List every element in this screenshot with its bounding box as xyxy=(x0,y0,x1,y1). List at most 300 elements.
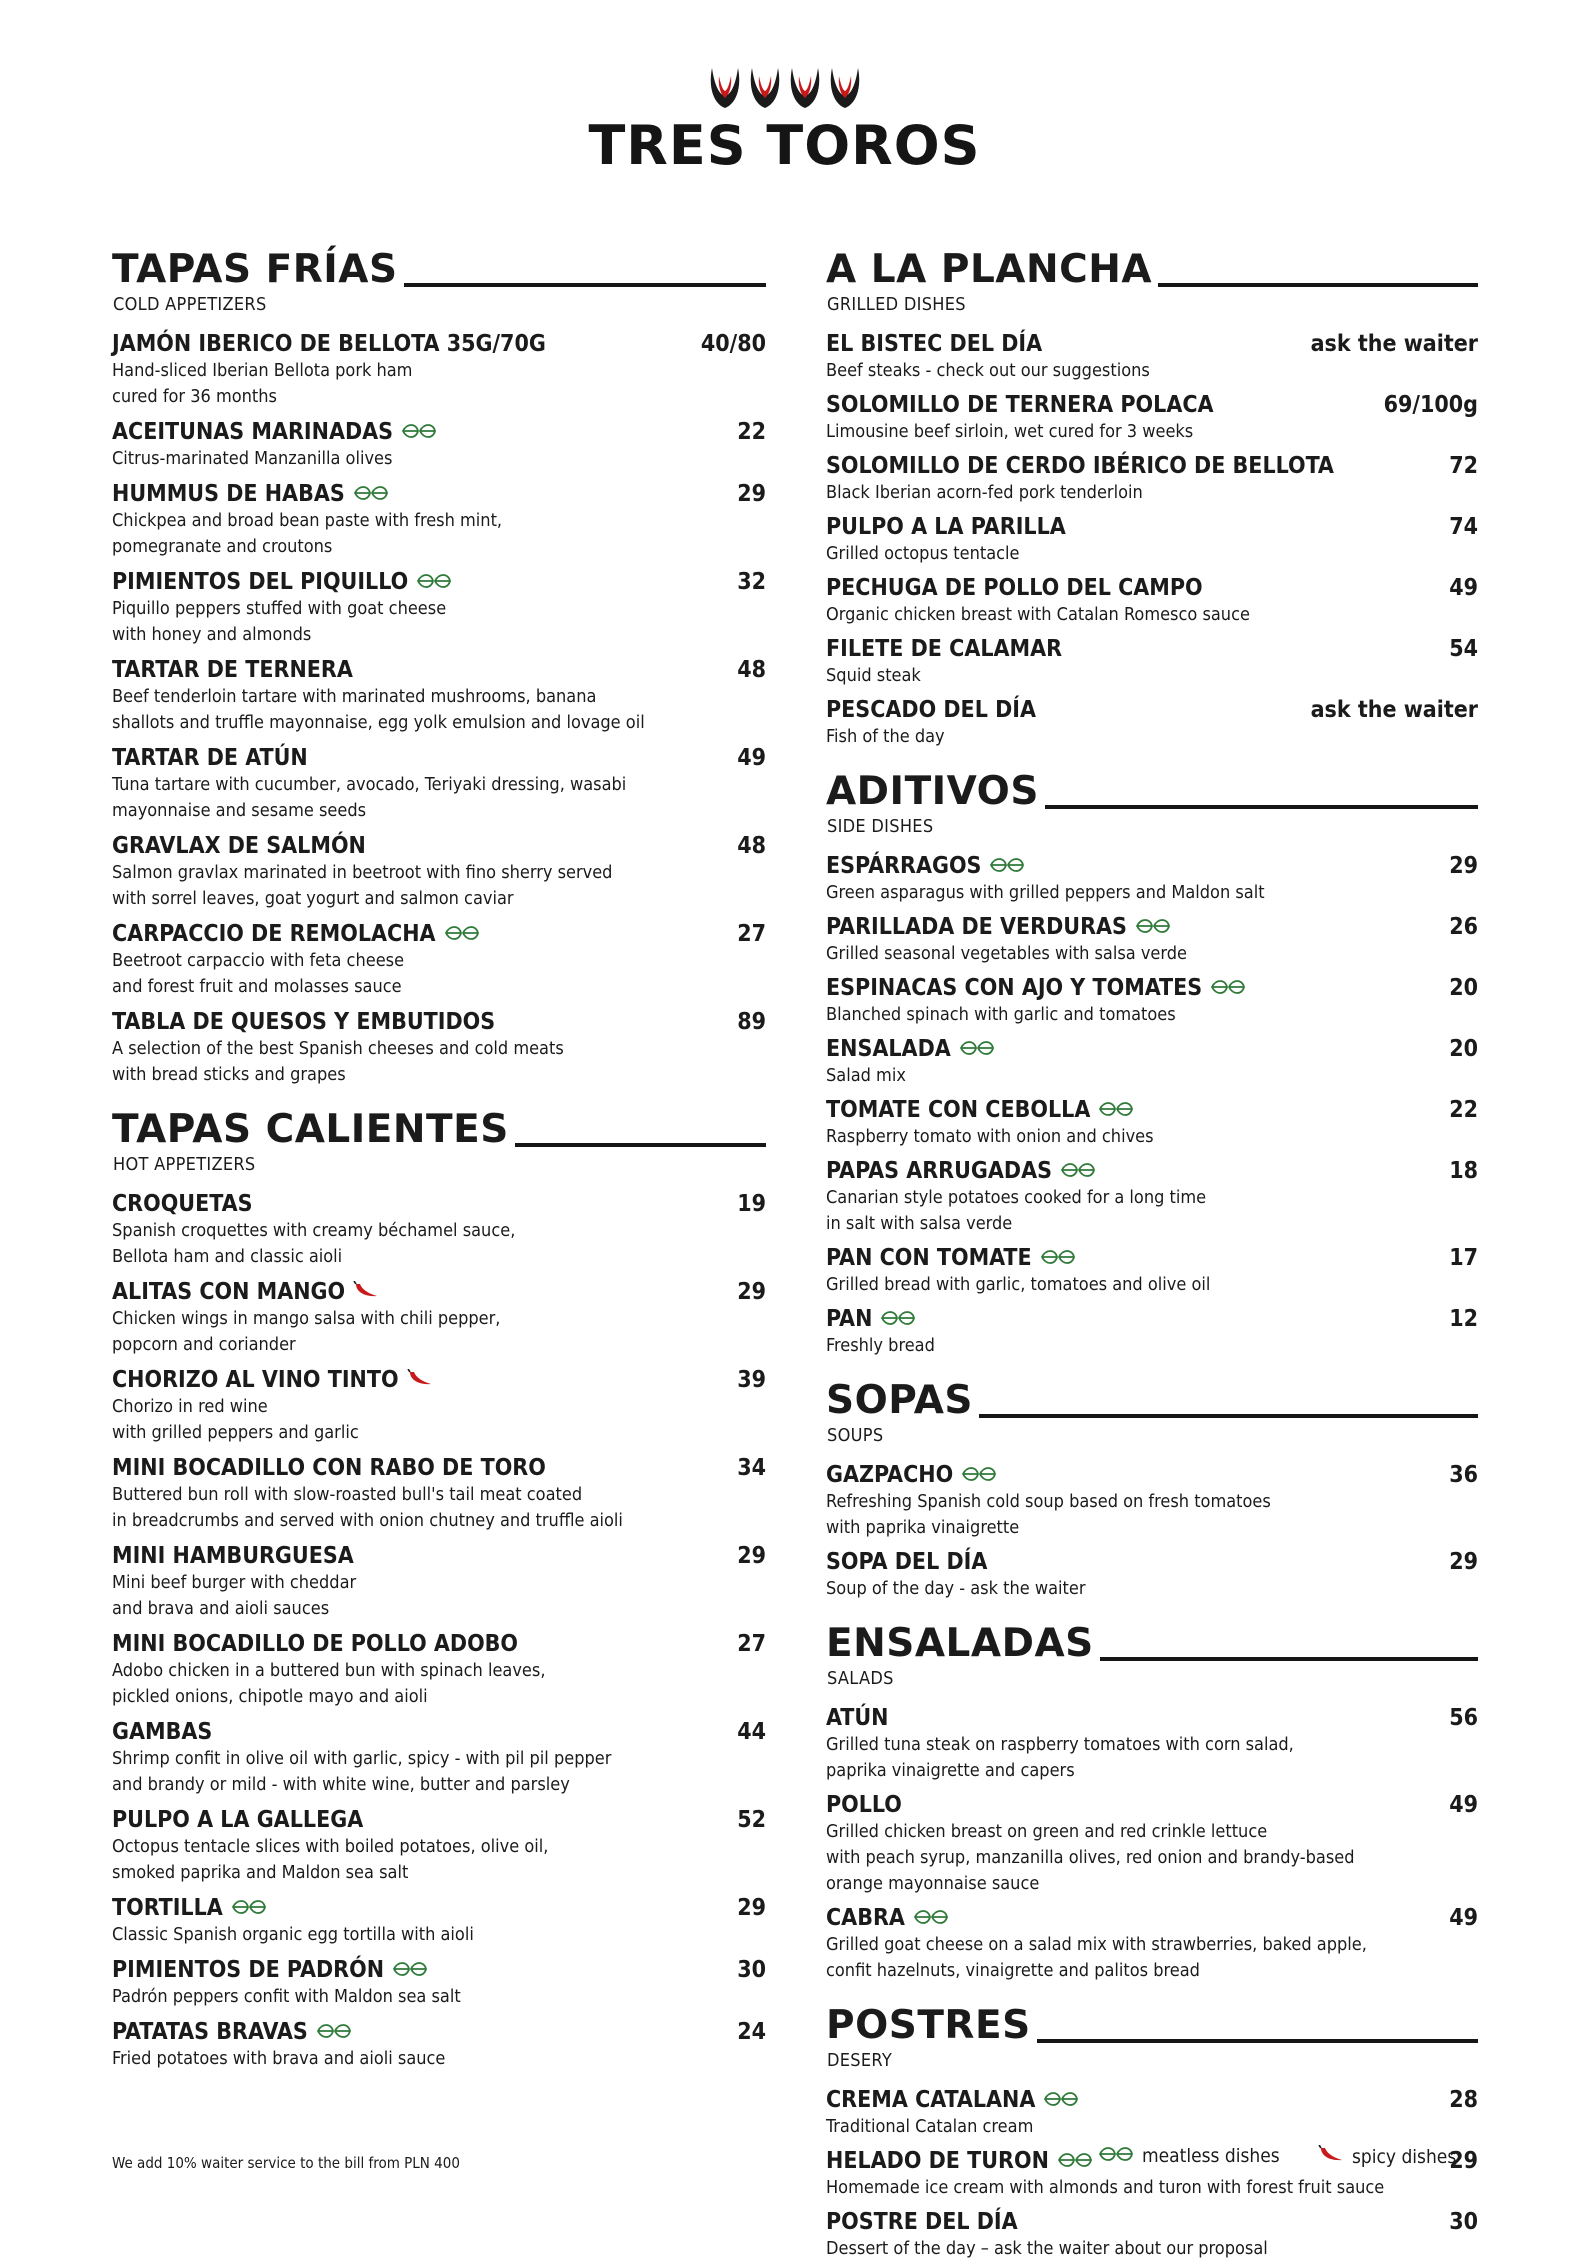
leaf-icon xyxy=(1210,974,1246,1002)
menu-item-list xyxy=(826,852,1478,1359)
leaf-icon xyxy=(1057,2147,1093,2175)
menu-item-description: Chorizo in red wine xyxy=(112,1396,268,1417)
section-title: ADITIVOS xyxy=(826,769,1039,814)
menu-item-name-text: POSTRE DEL DÍA xyxy=(826,2209,1018,2235)
menu-item-price: 48 xyxy=(737,657,766,683)
menu-item-name-text: ENSALADA xyxy=(826,1036,951,1062)
menu-item-price: 27 xyxy=(737,921,766,947)
menu-item-description: Black Iberian acorn-fed pork tenderloin xyxy=(826,482,1143,503)
menu-item-name-text: GRAVLAX DE SALMÓN xyxy=(112,833,366,859)
menu-item-list xyxy=(826,2086,1478,2262)
menu-item-description: Citrus-marinated Manzanilla olives xyxy=(112,448,393,469)
menu-item-price: 72 xyxy=(1449,453,1478,479)
leaf-icon xyxy=(989,852,1025,880)
section-subtitle: GRILLED DISHES xyxy=(827,294,966,315)
menu-item-name xyxy=(826,852,1025,880)
menu-item-name xyxy=(826,452,1334,480)
menu-item-description: in breadcrumbs and served with onion chutney and truffle aioli xyxy=(112,1510,623,1531)
menu-item-description: Fried potatoes with brava and aioli sauce xyxy=(112,2048,446,2069)
menu-item-price: 29 xyxy=(737,481,766,507)
menu-item-description: Hand-sliced Iberian Bellota pork ham xyxy=(112,360,413,381)
menu-item-description: Refreshing Spanish cold soup based on fresh tomatoes xyxy=(826,1491,1271,1512)
leaf-icon xyxy=(1135,913,1171,941)
menu-item-name-text: PULPO A LA GALLEGA xyxy=(112,1807,364,1833)
menu-item xyxy=(826,1035,1478,1089)
leaf-icon xyxy=(959,1035,995,1063)
menu-item xyxy=(826,1548,1478,1602)
menu-item-description: paprika vinaigrette and capers xyxy=(826,1760,1075,1781)
menu-item-price: 69/100g xyxy=(1383,392,1478,418)
menu-section xyxy=(826,766,1478,1359)
leaf-icon xyxy=(444,920,480,948)
menu-item-price: 20 xyxy=(1449,1036,1478,1062)
menu-item-price: 27 xyxy=(737,1631,766,1657)
leaf-icon xyxy=(316,2018,352,2046)
menu-item-name xyxy=(826,1791,902,1819)
menu-item-name-text: EL BISTEC DEL DÍA xyxy=(826,331,1043,357)
section-header xyxy=(112,1104,766,1152)
menu-item-price: 24 xyxy=(737,2019,766,2045)
menu-item-description: Padrón peppers confit with Maldon sea salt xyxy=(112,1986,461,2007)
menu-item-description: Buttered bun roll with slow-roasted bull's tail meat coated xyxy=(112,1484,583,1505)
menu-item-description: cured for 36 months xyxy=(112,386,277,407)
menu-item-description: Octopus tentacle slices with boiled potatoes, olive oil, xyxy=(112,1836,549,1857)
menu-item-name xyxy=(826,1244,1076,1272)
brand-name: TRES TOROS xyxy=(588,114,981,177)
menu-item-name-text: MINI HAMBURGUESA xyxy=(112,1543,354,1569)
menu-item-name-text: CABRA xyxy=(826,1905,905,1931)
leaf-icon xyxy=(1060,1157,1096,1185)
menu-item-description: Soup of the day - ask the waiter xyxy=(826,1578,1086,1599)
section-rule xyxy=(1158,283,1478,287)
menu-item-list xyxy=(826,330,1478,750)
menu-item xyxy=(112,330,766,410)
menu-item-price: 17 xyxy=(1449,1245,1478,1271)
section-header xyxy=(826,2000,1478,2048)
menu-item xyxy=(826,2208,1478,2262)
menu-item-name xyxy=(826,2147,1093,2175)
menu-item-description: Beef steaks - check out our suggestions xyxy=(826,360,1150,381)
leaf-icon xyxy=(961,1461,997,1489)
menu-item xyxy=(112,568,766,648)
section-header xyxy=(826,244,1478,292)
menu-item-description: Organic chicken breast with Catalan Romesco sauce xyxy=(826,604,1250,625)
menu-item-description: Grilled tuna steak on raspberry tomatoes with corn salad, xyxy=(826,1734,1294,1755)
section-rule xyxy=(1045,805,1478,809)
menu-section xyxy=(826,1618,1478,1984)
menu-item-price: 40/80 xyxy=(700,331,766,357)
menu-item-price: 20 xyxy=(1449,975,1478,1001)
menu-item-name-text: SOPA DEL DÍA xyxy=(826,1549,988,1575)
menu-item-name xyxy=(112,1278,379,1306)
menu-item-name xyxy=(112,1190,252,1218)
chili-pepper-icon xyxy=(353,1278,379,1306)
menu-item-name xyxy=(112,920,480,948)
menu-item-description: pomegranate and croutons xyxy=(112,536,333,557)
menu-item-description: Limousine beef sirloin, wet cured for 3 weeks xyxy=(826,421,1194,442)
menu-item-price: 32 xyxy=(737,569,766,595)
menu-item-name-text: PIMIENTOS DE PADRÓN xyxy=(112,1957,385,1983)
menu-item-name xyxy=(826,513,1066,541)
menu-item-description: with sorrel leaves, goat yogurt and salmon caviar xyxy=(112,888,514,909)
menu-item xyxy=(826,1461,1478,1541)
leaf-icon xyxy=(880,1305,916,1333)
menu-item xyxy=(112,480,766,560)
menu-item-price: ask the waiter xyxy=(1310,697,1478,723)
legend-spicy-label: spicy dishes xyxy=(1352,2145,1457,2168)
menu-item-name xyxy=(826,1461,997,1489)
menu-item-description: Salad mix xyxy=(826,1065,906,1086)
menu-item xyxy=(826,974,1478,1028)
menu-item xyxy=(826,635,1478,689)
menu-item-price: 22 xyxy=(737,419,766,445)
menu-item xyxy=(826,852,1478,906)
menu-item-description: Homemade ice cream with almonds and turon with forest fruit sauce xyxy=(826,2177,1385,2198)
menu-item xyxy=(112,1542,766,1622)
menu-item xyxy=(112,1190,766,1270)
menu-item-description: Salmon gravlax marinated in beetroot with fino sherry served xyxy=(112,862,613,883)
section-subtitle: SIDE DISHES xyxy=(827,816,934,837)
chili-pepper-icon xyxy=(407,1366,433,1394)
section-rule xyxy=(979,1414,1478,1418)
menu-item xyxy=(826,1904,1478,1984)
menu-item-price: 54 xyxy=(1449,636,1478,662)
menu-right-column xyxy=(826,244,1478,2262)
menu-section xyxy=(826,2000,1478,2262)
menu-item-price: 18 xyxy=(1449,1158,1478,1184)
legend-spicy xyxy=(1318,2145,1456,2168)
menu-item xyxy=(112,1894,766,1948)
brand-logo xyxy=(0,66,1569,176)
menu-item xyxy=(112,1718,766,1798)
menu-item-description: Grilled bread with garlic, tomatoes and olive oil xyxy=(826,1274,1211,1295)
menu-item-description: Squid steak xyxy=(826,665,921,686)
menu-item-price: 30 xyxy=(1449,2209,1478,2235)
bull-horns-logo-icon xyxy=(0,66,1569,114)
section-title: SOPAS xyxy=(826,1378,974,1423)
menu-item-name-text: ALITAS CON MANGO xyxy=(112,1279,346,1305)
section-header xyxy=(826,766,1478,814)
section-rule xyxy=(1037,2039,1478,2043)
menu-item-name-text: PAN CON TOMATE xyxy=(826,1245,1032,1271)
menu-left-column xyxy=(112,244,766,2072)
menu-item-description: with grilled peppers and garlic xyxy=(112,1422,359,1443)
menu-item xyxy=(826,913,1478,967)
menu-item-description: Spanish croquettes with creamy béchamel sauce, xyxy=(112,1220,516,1241)
menu-item-description: with bread sticks and grapes xyxy=(112,1064,346,1085)
menu-item xyxy=(826,1244,1478,1298)
service-charge-note: We add 10% waiter service to the bill from PLN 400 xyxy=(112,2154,460,2172)
menu-item-description: Freshly bread xyxy=(826,1335,935,1356)
menu-item-name-text: POLLO xyxy=(826,1792,902,1818)
menu-item-list xyxy=(112,1190,766,2072)
menu-item-description: Tuna tartare with cucumber, avocado, Teriyaki dressing, wasabi xyxy=(112,774,627,795)
menu-item-name xyxy=(826,2208,1018,2236)
menu-item-name-text: ESPINACAS CON AJO Y TOMATES xyxy=(826,975,1203,1001)
menu-item-description: Adobo chicken in a buttered bun with spinach leaves, xyxy=(112,1660,546,1681)
menu-item xyxy=(826,1791,1478,1897)
menu-item-description: Chicken wings in mango salsa with chili pepper, xyxy=(112,1308,501,1329)
section-subtitle: HOT APPETIZERS xyxy=(113,1154,256,1175)
menu-item-description: Traditional Catalan cream xyxy=(826,2116,1034,2137)
leaf-icon xyxy=(416,568,452,596)
menu-item xyxy=(112,1454,766,1534)
menu-item-description: Piquillo peppers stuffed with goat cheese xyxy=(112,598,447,619)
menu-item xyxy=(112,1806,766,1886)
menu-item-price: 52 xyxy=(737,1807,766,1833)
menu-item-name-text: TORTILLA xyxy=(112,1895,223,1921)
menu-item-name-text: PARILLADA DE VERDURAS xyxy=(826,914,1127,940)
menu-item-description: Mini beef burger with cheddar xyxy=(112,1572,357,1593)
menu-item-price: 28 xyxy=(1449,2087,1478,2113)
menu-item-name xyxy=(826,1035,995,1063)
menu-item-name xyxy=(826,1096,1134,1124)
menu-item-description: Beef tenderloin tartare with marinated mushrooms, banana xyxy=(112,686,597,707)
menu-item-name xyxy=(112,1008,495,1036)
menu-item-name xyxy=(112,1956,428,1984)
leaf-icon xyxy=(1043,2086,1079,2114)
leaf-icon xyxy=(392,1956,428,1984)
menu-item xyxy=(826,1704,1478,1784)
leaf-icon xyxy=(913,1904,949,1932)
menu-item-description: Green asparagus with grilled peppers and Maldon salt xyxy=(826,882,1265,903)
menu-item-name-text: CROQUETAS xyxy=(112,1191,253,1217)
menu-item-name xyxy=(826,2086,1079,2114)
menu-item-name-text: TABLA DE QUESOS Y EMBUTIDOS xyxy=(112,1009,496,1035)
menu-item xyxy=(826,574,1478,628)
section-header xyxy=(826,1618,1478,1666)
menu-item-name xyxy=(112,1894,267,1922)
chili-pepper-icon xyxy=(1318,2145,1344,2168)
menu-item-name-text: TARTAR DE TERNERA xyxy=(112,657,353,683)
section-rule xyxy=(515,1143,766,1147)
menu-item-name-text: PATATAS BRAVAS xyxy=(112,2019,308,2045)
menu-item-description: Grilled goat cheese on a salad mix with strawberries, baked apple, xyxy=(826,1934,1367,1955)
menu-item-price: 39 xyxy=(737,1367,766,1393)
menu-item-price: 44 xyxy=(737,1719,766,1745)
menu-item-name-text: PAN xyxy=(826,1306,873,1332)
menu-item xyxy=(826,330,1478,384)
menu-item-description: Raspberry tomato with onion and chives xyxy=(826,1126,1154,1147)
menu-item xyxy=(112,1008,766,1088)
menu-item xyxy=(112,418,766,472)
menu-item-description: Grilled chicken breast on green and red crinkle lettuce xyxy=(826,1821,1268,1842)
menu-item-name-text: MINI BOCADILLO CON RABO DE TORO xyxy=(112,1455,546,1481)
menu-section xyxy=(112,244,766,1088)
menu-item-price: 49 xyxy=(737,745,766,771)
menu-item-name-text: GAZPACHO xyxy=(826,1462,954,1488)
section-header xyxy=(826,1375,1478,1423)
menu-item-name xyxy=(112,480,389,508)
menu-item-description: Canarian style potatoes cooked for a long time xyxy=(826,1187,1207,1208)
section-title: POSTRES xyxy=(826,2003,1031,2048)
menu-item-list xyxy=(112,330,766,1088)
menu-item-price: 26 xyxy=(1449,914,1478,940)
menu-item-price: 49 xyxy=(1449,1792,1478,1818)
section-title: TAPAS CALIENTES xyxy=(112,1107,509,1152)
menu-item xyxy=(826,391,1478,445)
menu-item-name-text: SOLOMILLO DE CERDO IBÉRICO DE BELLOTA xyxy=(826,453,1334,479)
menu-item-name-text: HELADO DE TURON xyxy=(826,2148,1049,2174)
menu-item-price: 29 xyxy=(1449,1549,1478,1575)
menu-item-description: Classic Spanish organic egg tortilla with aioli xyxy=(112,1924,474,1945)
menu-item-name-text: TOMATE CON CEBOLLA xyxy=(826,1097,1091,1123)
menu-item-name xyxy=(112,1366,433,1394)
menu-item-list xyxy=(826,1704,1478,1984)
section-subtitle: SOUPS xyxy=(827,1425,884,1446)
menu-item xyxy=(826,1096,1478,1150)
menu-item xyxy=(826,513,1478,567)
menu-item-description: and brandy or mild - with white wine, butter and parsley xyxy=(112,1774,570,1795)
menu-item-name xyxy=(826,1305,916,1333)
menu-item xyxy=(112,744,766,824)
menu-item-name xyxy=(112,1630,518,1658)
menu-item-name-text: PESCADO DEL DÍA xyxy=(826,697,1036,723)
menu-item-price: 74 xyxy=(1449,514,1478,540)
menu-item-name-text: CREMA CATALANA xyxy=(826,2087,1036,2113)
menu-item-description: in salt with salsa verde xyxy=(826,1213,1013,1234)
menu-item-description: smoked paprika and Maldon sea salt xyxy=(112,1862,409,1883)
menu-item-price: 56 xyxy=(1449,1705,1478,1731)
menu-item-name-text: PULPO A LA PARILLA xyxy=(826,514,1066,540)
menu-item-price: ask the waiter xyxy=(1310,331,1478,357)
section-subtitle: COLD APPETIZERS xyxy=(113,294,267,315)
menu-item-description: Chickpea and broad bean paste with fresh mint, xyxy=(112,510,503,531)
menu-item-price: 22 xyxy=(1449,1097,1478,1123)
section-subtitle: SALADS xyxy=(827,1668,894,1689)
menu-section xyxy=(112,1104,766,2072)
section-rule xyxy=(1100,1657,1478,1661)
legend-meatless xyxy=(1098,2145,1280,2167)
menu-item-description: pickled onions, chipotle mayo and aioli xyxy=(112,1686,428,1707)
menu-item xyxy=(826,2086,1478,2140)
menu-item-name xyxy=(112,656,353,684)
menu-item-description: Grilled seasonal vegetables with salsa verde xyxy=(826,943,1187,964)
section-header xyxy=(112,244,766,292)
menu-item-description: Grilled octopus tentacle xyxy=(826,543,1020,564)
menu-item-name-text: JAMÓN IBERICO DE BELLOTA 35G/70G xyxy=(112,331,546,357)
menu-section xyxy=(826,244,1478,750)
menu-item-description: Bellota ham and classic aioli xyxy=(112,1246,343,1267)
menu-item xyxy=(112,1956,766,2010)
menu-item-price: 29 xyxy=(737,1895,766,1921)
menu-item-description: Fish of the day xyxy=(826,726,945,747)
menu-item-name-text: ATÚN xyxy=(826,1705,889,1731)
menu-item-price: 29 xyxy=(1449,2148,1478,2174)
menu-item xyxy=(112,1366,766,1446)
menu-item xyxy=(112,656,766,736)
menu-item-price: 48 xyxy=(737,833,766,859)
section-title: ENSALADAS xyxy=(826,1621,1094,1666)
menu-item-price: 29 xyxy=(737,1279,766,1305)
menu-item-description: Blanched spinach with garlic and tomatoes xyxy=(826,1004,1176,1025)
menu-item-name xyxy=(826,913,1171,941)
menu-item xyxy=(112,2018,766,2072)
menu-item-name-text: HUMMUS DE HABAS xyxy=(112,481,345,507)
menu-item xyxy=(112,1278,766,1358)
menu-item xyxy=(112,1630,766,1710)
menu-item-description: with paprika vinaigrette xyxy=(826,1517,1020,1538)
menu-item-name xyxy=(112,1542,354,1570)
menu-item-name xyxy=(826,1904,949,1932)
menu-item-price: 30 xyxy=(737,1957,766,1983)
menu-item-price: 36 xyxy=(1449,1462,1478,1488)
menu-item-name xyxy=(826,1157,1096,1185)
section-title: A LA PLANCHA xyxy=(826,247,1153,292)
menu-item-description: and brava and aioli sauces xyxy=(112,1598,330,1619)
menu-item-name xyxy=(826,330,1042,358)
menu-item-price: 29 xyxy=(737,1543,766,1569)
section-rule xyxy=(404,283,766,287)
menu-item-price: 34 xyxy=(737,1455,766,1481)
menu-item-name xyxy=(112,832,366,860)
menu-item-name xyxy=(826,635,1062,663)
menu-item xyxy=(826,696,1478,750)
section-title: TAPAS FRÍAS xyxy=(112,247,398,292)
menu-item-price: 12 xyxy=(1449,1306,1478,1332)
menu-item-description: and forest fruit and molasses sauce xyxy=(112,976,402,997)
menu-item-description: mayonnaise and sesame seeds xyxy=(112,800,367,821)
menu-item-price: 49 xyxy=(1449,1905,1478,1931)
leaf-icon xyxy=(1040,1244,1076,1272)
menu-item-name-text: CHORIZO AL VINO TINTO xyxy=(112,1367,399,1393)
menu-item-name xyxy=(826,696,1036,724)
menu-item-name-text: FILETE DE CALAMAR xyxy=(826,636,1063,662)
legend-meatless-label: meatless dishes xyxy=(1142,2145,1280,2167)
menu-item-description: Beetroot carpaccio with feta cheese xyxy=(112,950,405,971)
menu-item-name-text: PAPAS ARRUGADAS xyxy=(826,1158,1053,1184)
menu-item-name xyxy=(826,574,1203,602)
menu-item-name-text: ACEITUNAS MARINADAS xyxy=(112,419,394,445)
menu-item-name xyxy=(826,1548,987,1576)
leaf-icon xyxy=(1098,1096,1134,1124)
menu-item xyxy=(112,920,766,1000)
menu-item-price: 89 xyxy=(737,1009,766,1035)
menu-item-description: popcorn and coriander xyxy=(112,1334,296,1355)
menu-item-description: orange mayonnaise sauce xyxy=(826,1873,1040,1894)
menu-item-price: 19 xyxy=(737,1191,766,1217)
leaf-icon xyxy=(353,480,389,508)
menu-item xyxy=(112,832,766,912)
leaf-icon xyxy=(1098,2145,1134,2167)
menu-item-name-text: TARTAR DE ATÚN xyxy=(112,745,308,771)
menu-item-name-text: SOLOMILLO DE TERNERA POLACA xyxy=(826,392,1214,418)
menu-item-name xyxy=(112,330,546,358)
section-subtitle: DESERY xyxy=(827,2050,893,2071)
menu-item-name xyxy=(112,418,437,446)
menu-item-name-text: MINI BOCADILLO DE POLLO ADOBO xyxy=(112,1631,519,1657)
menu-item-name-text: CARPACCIO DE REMOLACHA xyxy=(112,921,436,947)
menu-item-name xyxy=(826,391,1214,419)
menu-item-name xyxy=(112,1806,363,1834)
menu-item-description: shallots and truffle mayonnaise, egg yolk emulsion and lovage oil xyxy=(112,712,645,733)
menu-item-description: Dessert of the day – ask the waiter about our proposal xyxy=(826,2238,1268,2259)
menu-section xyxy=(826,1375,1478,1602)
leaf-icon xyxy=(231,1894,267,1922)
menu-item-name xyxy=(112,2018,352,2046)
menu-item-description: with peach syrup, manzanilla olives, red onion and brandy-based xyxy=(826,1847,1355,1868)
menu-item-name xyxy=(112,1454,546,1482)
menu-item-list xyxy=(826,1461,1478,1602)
menu-item-description: with honey and almonds xyxy=(112,624,312,645)
menu-item-name xyxy=(826,1704,888,1732)
menu-item-price: 49 xyxy=(1449,575,1478,601)
menu-item-description: confit hazelnuts, vinaigrette and palitos bread xyxy=(826,1960,1200,1981)
leaf-icon xyxy=(401,418,437,446)
menu-item-description: Shrimp confit in olive oil with garlic, spicy - with pil pil pepper xyxy=(112,1748,612,1769)
menu-item-name-text: PIMIENTOS DEL PIQUILLO xyxy=(112,569,409,595)
menu-item xyxy=(826,452,1478,506)
